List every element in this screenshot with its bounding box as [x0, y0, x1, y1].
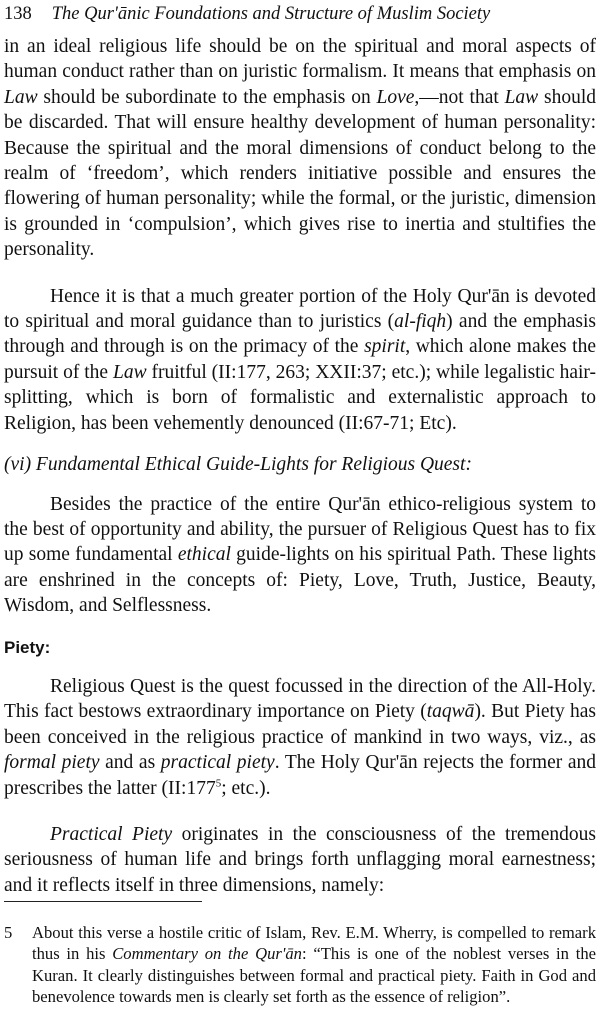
italic-run: formal piety: [4, 752, 100, 774]
text-run: ,—not that: [414, 86, 505, 108]
main-text: [4, 34, 596, 898]
text-run: Besides the practice of the entire Qur'ān ethico-religious system to the best of opportunity and ability, the pursuer of Religious Quest has to fix up some fundamental: [4, 493, 596, 566]
running-header: [4, 2, 594, 26]
paragraph-1: [4, 34, 596, 263]
subheading-piety: Piety:: [4, 637, 51, 657]
paragraph-3: [4, 492, 596, 619]
italic-run: ethical: [177, 544, 231, 566]
footnote: [4, 922, 596, 1007]
text-run: . The Holy Qur'ān rejects the former and prescribes the latter (II:177: [4, 752, 597, 799]
text-run: ). But Piety has been conceived in the religious practice of mankind in two ways, viz., as: [4, 701, 597, 748]
text-run: About this verse a hostile critic of Islam, Rev. E.M. Wherry, is compelled to remark thus in his: [32, 923, 596, 964]
footnote-marker[interactable]: 5: [215, 777, 222, 790]
paragraph-4: [4, 674, 596, 801]
text-run: ; etc.).: [221, 777, 271, 799]
italic-run: Law: [504, 86, 539, 108]
text-run: should be subordinate to the emphasis on: [37, 86, 377, 108]
text-run: should be discarded. That will ensure healthy development of human personality: Because the spiritual and the moral dimensions of conduct belong to the realm of ‘freedom’, which renders initiative possible and ensures the flowering of human personality; while the formal, or the juristic, dimension is grounded in ‘compulsion’, which gives rise to inertia and stultifies the personality.: [4, 86, 596, 261]
text-run: : “This is one of the noblest verses in the Kuran. It clearly distinguishes between formal and practical piety. Faith in God and benevolence towards men is clearly set forth as the essence of religion”.: [32, 944, 596, 1006]
italic-run: Law: [113, 361, 147, 383]
page-number: 138: [4, 4, 32, 24]
paragraph-2: [4, 284, 596, 436]
italic-run: Law: [4, 86, 38, 108]
text-run: in an ideal religious life should be on the spiritual and moral aspects of human conduct rather than on juristic formalism. It means that emphasis on: [4, 36, 596, 83]
text-run: Religious Quest is the quest focussed in the direction of the All-Holy. This fact bestows extraordinary importance on Piety (: [4, 675, 596, 723]
text-run: and as: [99, 752, 161, 774]
footnote-divider: [4, 901, 202, 902]
text-run: Hence it is that a much greater portion of the Holy Qur'ān is devoted to spiritual and moral guidance than to juristics (: [4, 285, 596, 333]
section-heading: (vi) Fundamental Ethical Guide-Lights for Religious Quest:: [4, 454, 472, 476]
text-run: ) and the emphasis through and through is on the primacy of the: [4, 311, 596, 358]
italic-run: Practical Piety: [50, 823, 173, 845]
italic-run: taqwā: [426, 701, 475, 723]
footnote-number: 5: [4, 923, 13, 942]
italic-run: spirit: [364, 336, 406, 358]
footnote-text: [32, 922, 596, 1007]
paragraph-5: [4, 822, 596, 898]
italic-run: al-fiqh: [394, 311, 447, 333]
running-title: The Qur'ānic Foundations and Structure of Muslim Society: [51, 4, 491, 24]
text-run: guide-lights on his spiritual Path. These lights are enshrined in the concepts of: Piety, Love, Truth, Justice, Beauty, Wisdom, and Selflessness.: [4, 544, 596, 617]
text-run: originates in the consciousness of the tremendous seriousness of human life and brings forth unflagging moral earnestness; and it reflects itself in three dimensions, namely:: [4, 823, 597, 896]
italic-run: Commentary on the Qur'ān: [112, 944, 302, 964]
italic-run: practical piety: [160, 752, 275, 774]
italic-run: Love: [376, 86, 415, 108]
text-run: fruitful (II:177, 263; XXII:37; etc.); while legalistic hair-splitting, which is born of formalistic and externalistic approach to Religion, has been vehemently denounced (II:67-71; Etc).: [4, 361, 597, 434]
text-run: , which alone makes the pursuit of the: [4, 336, 596, 383]
